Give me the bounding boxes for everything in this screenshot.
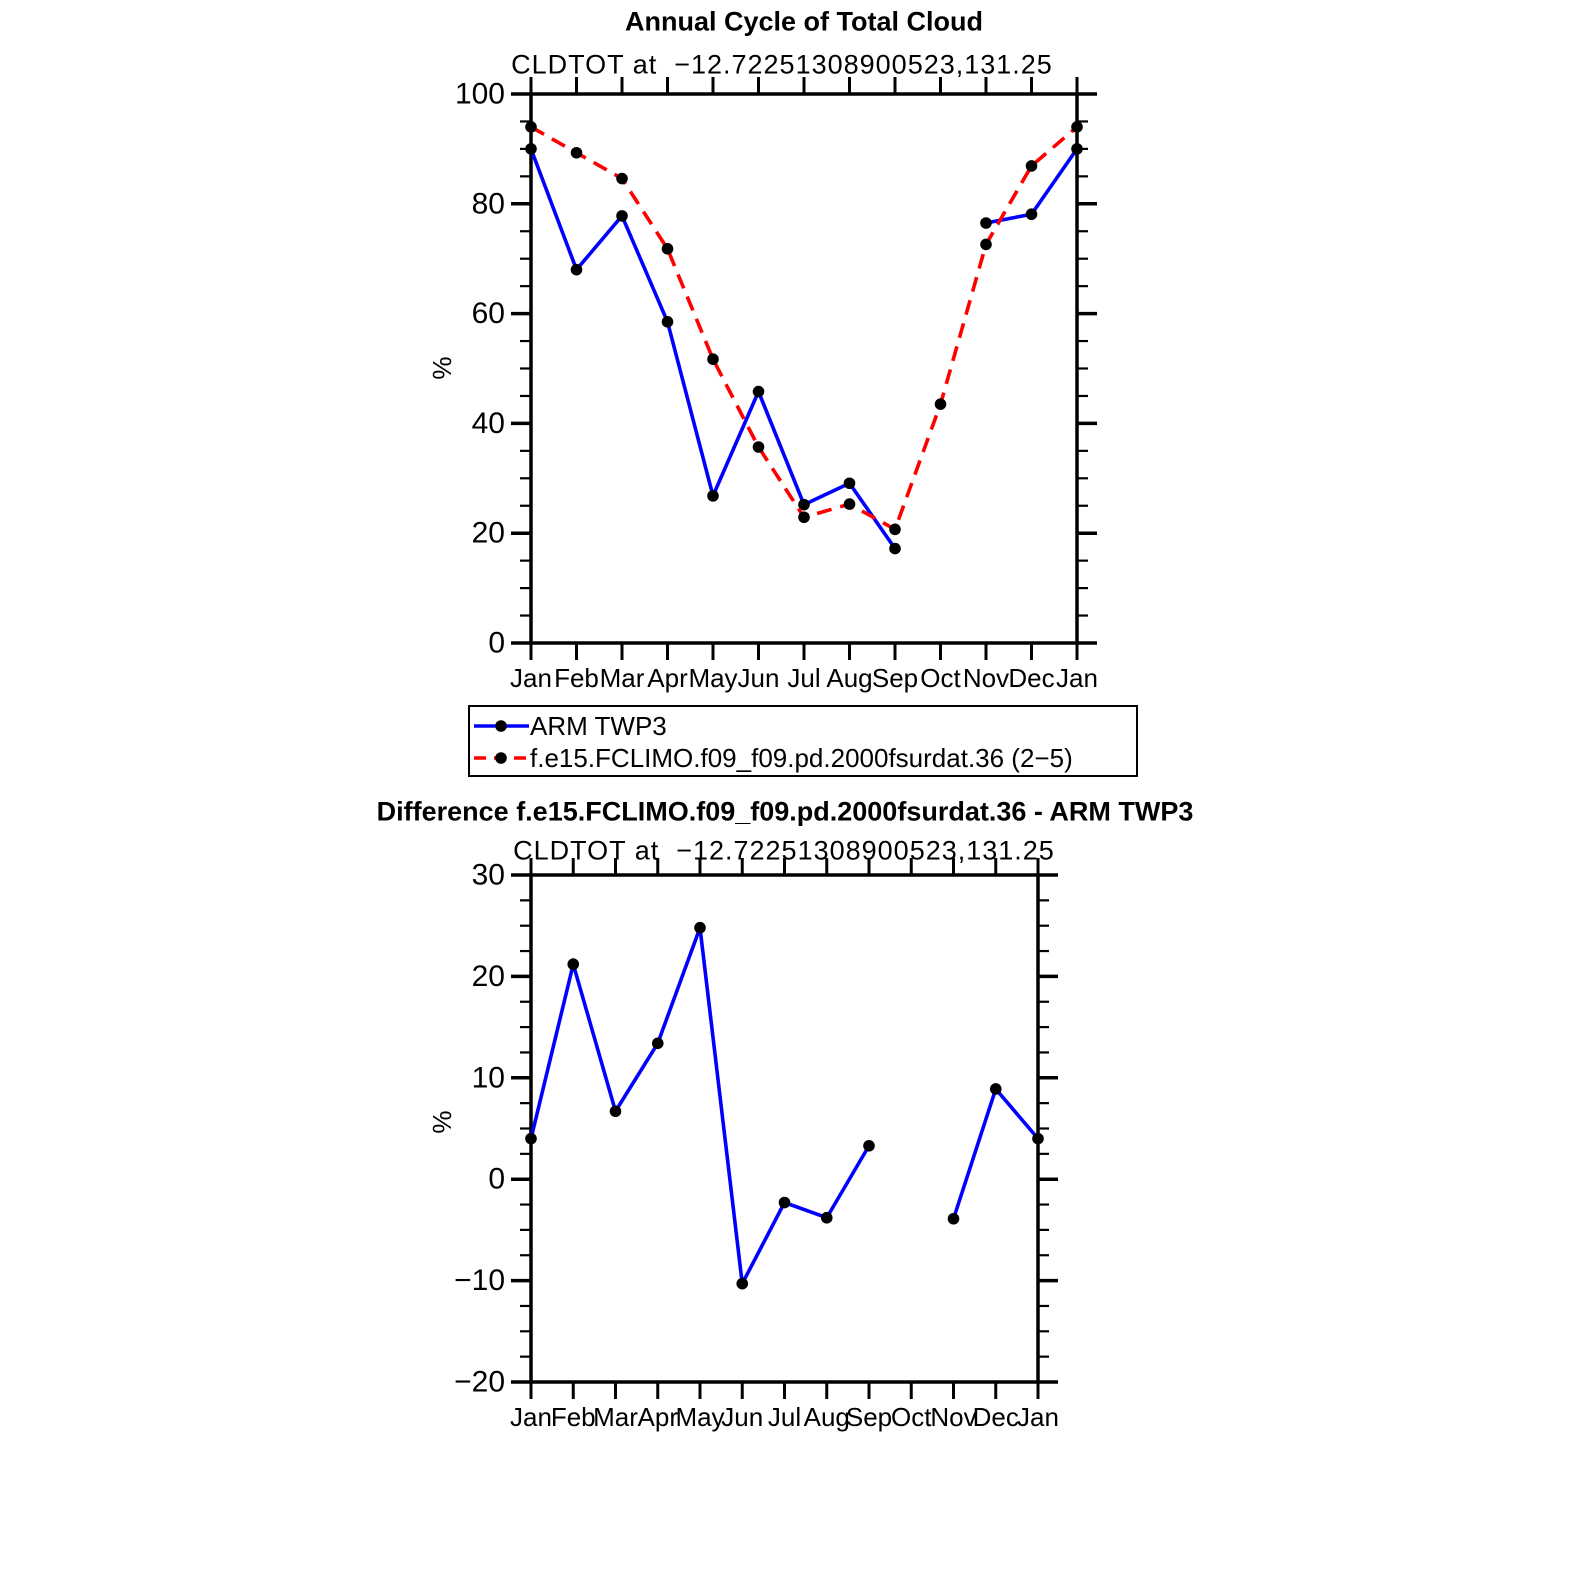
- legend-marker-0: [495, 720, 507, 732]
- chart1-subtitle: CLDTOT at −12.72251308900523,131.25: [511, 49, 1053, 80]
- x-tick-label: Apr: [637, 1402, 678, 1432]
- data-point-marker: [863, 1140, 875, 1152]
- data-point-marker: [1032, 1133, 1044, 1145]
- chart2-subtitle: CLDTOT at −12.72251308900523,131.25: [513, 835, 1055, 866]
- data-point-marker: [1071, 121, 1083, 133]
- series-segment: [531, 928, 869, 1284]
- x-tick-label: Dec: [972, 1402, 1019, 1432]
- series-line-0: [531, 928, 1038, 1284]
- data-point-marker: [889, 524, 901, 536]
- legend-item-model-run: [472, 743, 1073, 773]
- y-tick-label: 40: [471, 406, 505, 440]
- y-tick-label: −10: [454, 1264, 505, 1298]
- axes-ticks: [511, 858, 1058, 1399]
- legend-label-arm-twp3: ARM TWP3: [530, 710, 667, 741]
- x-tick-label: May: [675, 1402, 725, 1432]
- data-point-marker: [707, 353, 719, 365]
- legend-dashed-line-sample: [472, 743, 530, 773]
- x-tick-label: Sep: [845, 1402, 893, 1432]
- data-point-marker: [694, 922, 706, 934]
- y-tick-label: 60: [471, 297, 505, 331]
- x-tick-label: Jul: [767, 1402, 802, 1432]
- data-point-marker: [736, 1278, 748, 1290]
- x-tick-label: Aug: [803, 1402, 850, 1432]
- data-point-marker: [821, 1212, 833, 1224]
- y-tick-label: 10: [471, 1061, 505, 1095]
- data-point-marker: [779, 1197, 791, 1209]
- x-tick-label: Dec: [1008, 663, 1055, 693]
- x-tick-label: Feb: [554, 663, 599, 693]
- x-tick-label: Oct: [891, 1402, 932, 1432]
- data-point-marker: [844, 498, 856, 510]
- legend-box: [468, 705, 1138, 777]
- x-tick-label: Apr: [647, 663, 688, 693]
- data-point-marker: [567, 958, 579, 970]
- data-point-marker: [652, 1038, 664, 1050]
- data-point-marker: [948, 1213, 960, 1225]
- series-markers-1: [525, 121, 1083, 535]
- series-segment: [531, 149, 895, 549]
- data-point-marker: [525, 143, 537, 155]
- data-point-marker: [616, 210, 628, 222]
- data-point-marker: [571, 147, 583, 159]
- data-point-marker: [571, 264, 583, 276]
- y-tick-label: 0: [488, 626, 505, 660]
- data-point-marker: [753, 441, 765, 453]
- x-tick-label: Sep: [871, 663, 919, 693]
- legend-label-model-run: f.e15.FCLIMO.f09_f09.pd.2000fsurdat.36 (2−5): [530, 742, 1073, 773]
- data-point-marker: [707, 490, 719, 502]
- series-markers-0: [525, 143, 1083, 554]
- y-tick-label: 20: [471, 959, 505, 993]
- chart1-y-axis-label: %: [427, 356, 457, 380]
- data-point-marker: [753, 386, 765, 398]
- legend-marker-1: [495, 752, 507, 764]
- legend-solid-line-sample: [472, 711, 530, 741]
- y-tick-label: 100: [454, 77, 505, 111]
- x-tick-label: Mar: [593, 1402, 638, 1432]
- x-tick-label: Mar: [599, 663, 645, 693]
- y-tick-label: −20: [454, 1365, 505, 1399]
- series-segment: [954, 1089, 1039, 1219]
- data-point-marker: [980, 217, 992, 229]
- data-point-marker: [1026, 160, 1038, 172]
- data-point-marker: [990, 1083, 1002, 1095]
- data-point-marker: [662, 243, 674, 255]
- x-tick-label: Nov: [962, 663, 1010, 693]
- data-point-marker: [662, 316, 674, 328]
- x-tick-label: Jul: [787, 663, 821, 693]
- x-tick-label: Nov: [930, 1402, 977, 1432]
- data-point-marker: [889, 543, 901, 555]
- data-point-marker: [980, 239, 992, 251]
- y-tick-label: 30: [471, 858, 505, 892]
- x-tick-label: Jun: [737, 663, 780, 693]
- data-point-marker: [525, 121, 537, 133]
- x-tick-label: Jan: [510, 1402, 552, 1432]
- x-tick-label: Feb: [550, 1402, 596, 1432]
- series-segment: [531, 127, 1077, 529]
- difference-plot: [454, 858, 1059, 1432]
- plot-frame: [531, 875, 1038, 1382]
- x-tick-label: Jan: [1056, 663, 1098, 693]
- x-tick-label: Jan: [510, 663, 552, 693]
- annual-cycle-plot: [455, 77, 1098, 693]
- series-line-0: [531, 149, 1077, 549]
- legend-item-arm-twp3: [472, 711, 667, 741]
- plot-frame: [531, 94, 1077, 643]
- chart2-title: Difference f.e15.FCLIMO.f09_f09.pd.2000fsurdat.36 - ARM TWP3: [376, 796, 1194, 827]
- x-tick-label: May: [688, 663, 738, 693]
- y-tick-label: 80: [471, 187, 505, 221]
- x-tick-label: Jun: [721, 1402, 764, 1432]
- data-point-marker: [935, 398, 947, 410]
- chart2-y-axis-label: %: [427, 1110, 457, 1134]
- y-tick-label: 20: [471, 516, 505, 550]
- data-point-marker: [1026, 208, 1038, 220]
- data-point-marker: [616, 173, 628, 185]
- data-point-marker: [610, 1105, 622, 1117]
- data-point-marker: [1071, 143, 1083, 155]
- series-markers-0: [525, 922, 1044, 1290]
- chart1-title: Annual Cycle of Total Cloud: [624, 6, 984, 37]
- data-point-marker: [798, 511, 810, 523]
- data-point-marker: [525, 1133, 537, 1145]
- series-line-1: [531, 127, 1077, 529]
- x-tick-label: Oct: [920, 663, 961, 693]
- data-point-marker: [844, 477, 856, 489]
- y-tick-label: 0: [488, 1162, 505, 1196]
- x-tick-label: Jan: [1017, 1402, 1059, 1432]
- x-tick-label: Aug: [826, 663, 873, 693]
